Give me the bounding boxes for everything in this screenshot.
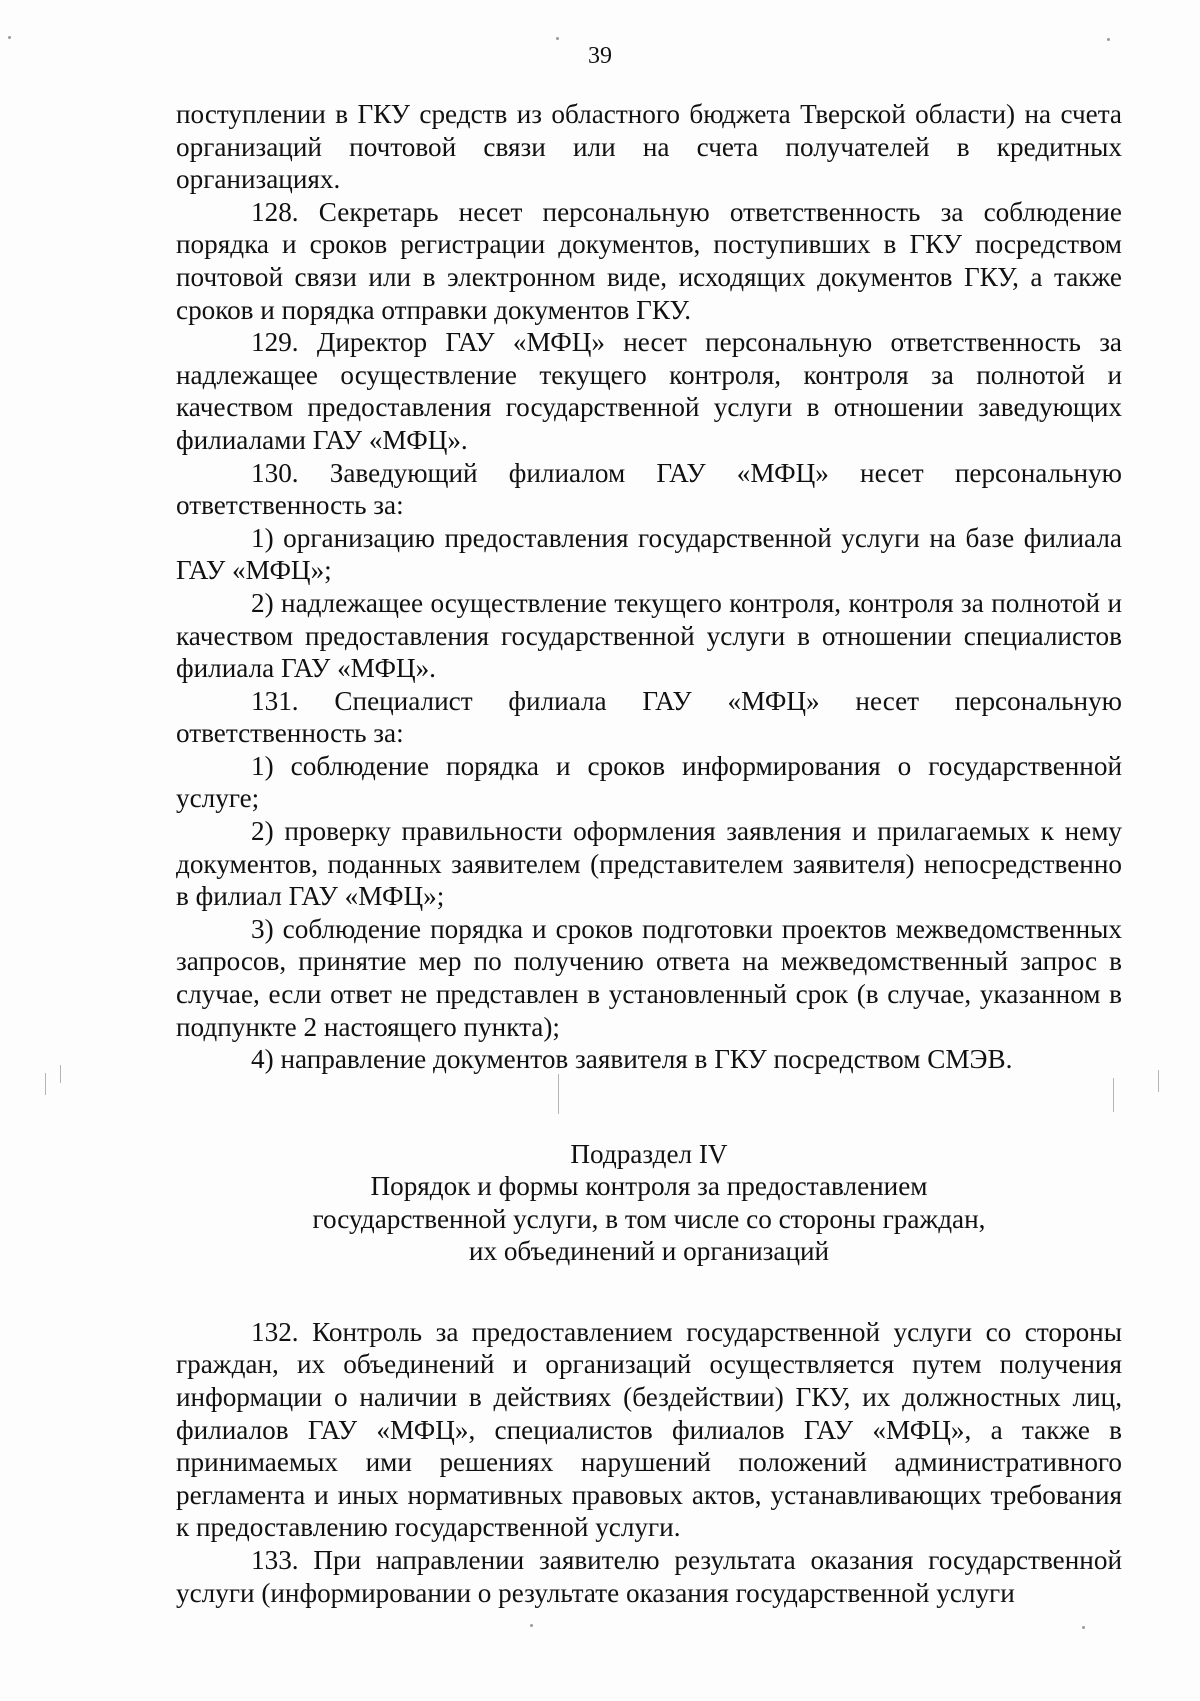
subsection-line: государственной услуги, в том числе со стороны граждан, <box>312 1203 986 1234</box>
page-number: 39 <box>588 43 612 69</box>
scan-mark <box>1158 1070 1159 1092</box>
paragraph-131-item-3: 3) соблюдение порядка и сроков подготовки проектов межведомственных запросов, принятие мер по получению ответа на межведомственный запрос в случае, если ответ не представлен в установленный срок (в случае, указанном в подпункте 2 настоящего пункта); <box>176 913 1122 1042</box>
paragraph-129: 129. Директор ГАУ «МФЦ» несет персональную ответственность за надлежащее осуществление текущего контроля, контроля за полнотой и качеством предоставления государственной услуги в отношении заведующих филиалами ГАУ «МФЦ». <box>176 327 1122 455</box>
subsection-line: их объединений и организаций <box>468 1236 830 1267</box>
paragraph-131-item-2: 2) проверку правильности оформления заявления и прилагаемых к нему документов, поданных заявителем (представителем заявителя) непосредственно в филиал ГАУ «МФЦ»; <box>176 816 1122 912</box>
scan-speck <box>1107 38 1110 41</box>
scan-speck <box>1082 1626 1085 1629</box>
paragraph-128: 128. Секретарь несет персональную ответственность за соблюдение порядка и сроков регистрации документов, поступивших в ГКУ посредством почтовой связи или в электронном виде, исходящих документов ГКУ, а также сроков и порядка отправки документов ГКУ. <box>176 196 1122 325</box>
paragraph-132: 132. Контроль за предоставлением государственной услуги со стороны граждан, их объединений и организаций осуществляется путем получения информации о наличии в действиях (бездействии) ГКУ, их должностных лиц, филиалов ГАУ «МФЦ», специалистов филиалов ГАУ «МФЦ», а также в принимаемых ими решениях нарушений положений административного регламента и иных нормативных правовых актов, устанавливающих требования к предоставлению государственной услуги. <box>176 1316 1122 1543</box>
paragraph-133: 133. При направлении заявителю результата оказания государственной услуги (информировании о результате оказания государственной услуги <box>176 1544 1122 1608</box>
paragraph-130-item-1: 1) организацию предоставления государственной услуги на базе филиала ГАУ «МФЦ»; <box>176 522 1122 586</box>
paragraph-130: 130. Заведующий филиалом ГАУ «МФЦ» несет персональную ответственность за: <box>176 457 1122 521</box>
subsection-line: Порядок и формы контроля за предоставлением <box>370 1171 928 1202</box>
scan-mark <box>45 1073 46 1095</box>
scan-speck <box>8 36 11 39</box>
scan-mark <box>60 1065 61 1083</box>
paragraph-continuation: поступлении в ГКУ средств из областного бюджета Тверской области) на счета организаций почтовой связи или на счета получателей в кредитных организациях. <box>176 99 1122 195</box>
document-body <box>176 98 1122 1609</box>
scan-speck <box>530 1624 533 1627</box>
paragraph-131-item-1: 1) соблюдение порядка и сроков информирования о государственной услуге; <box>176 750 1122 814</box>
paragraph-130-item-2: 2) надлежащее осуществление текущего контроля, контроля за полнотой и качеством предоставления государственной услуги в отношении специалистов филиала ГАУ «МФЦ». <box>176 587 1122 684</box>
paragraph-131-item-4: 4) направление документов заявителя в ГКУ посредством СМЭВ. <box>251 1044 1013 1075</box>
scan-speck <box>556 37 559 40</box>
subsection-heading <box>176 1138 1122 1268</box>
paragraph-131: 131. Специалист филиала ГАУ «МФЦ» несет персональную ответственность за: <box>176 685 1122 749</box>
subsection-title: Подраздел IV <box>570 1138 728 1169</box>
